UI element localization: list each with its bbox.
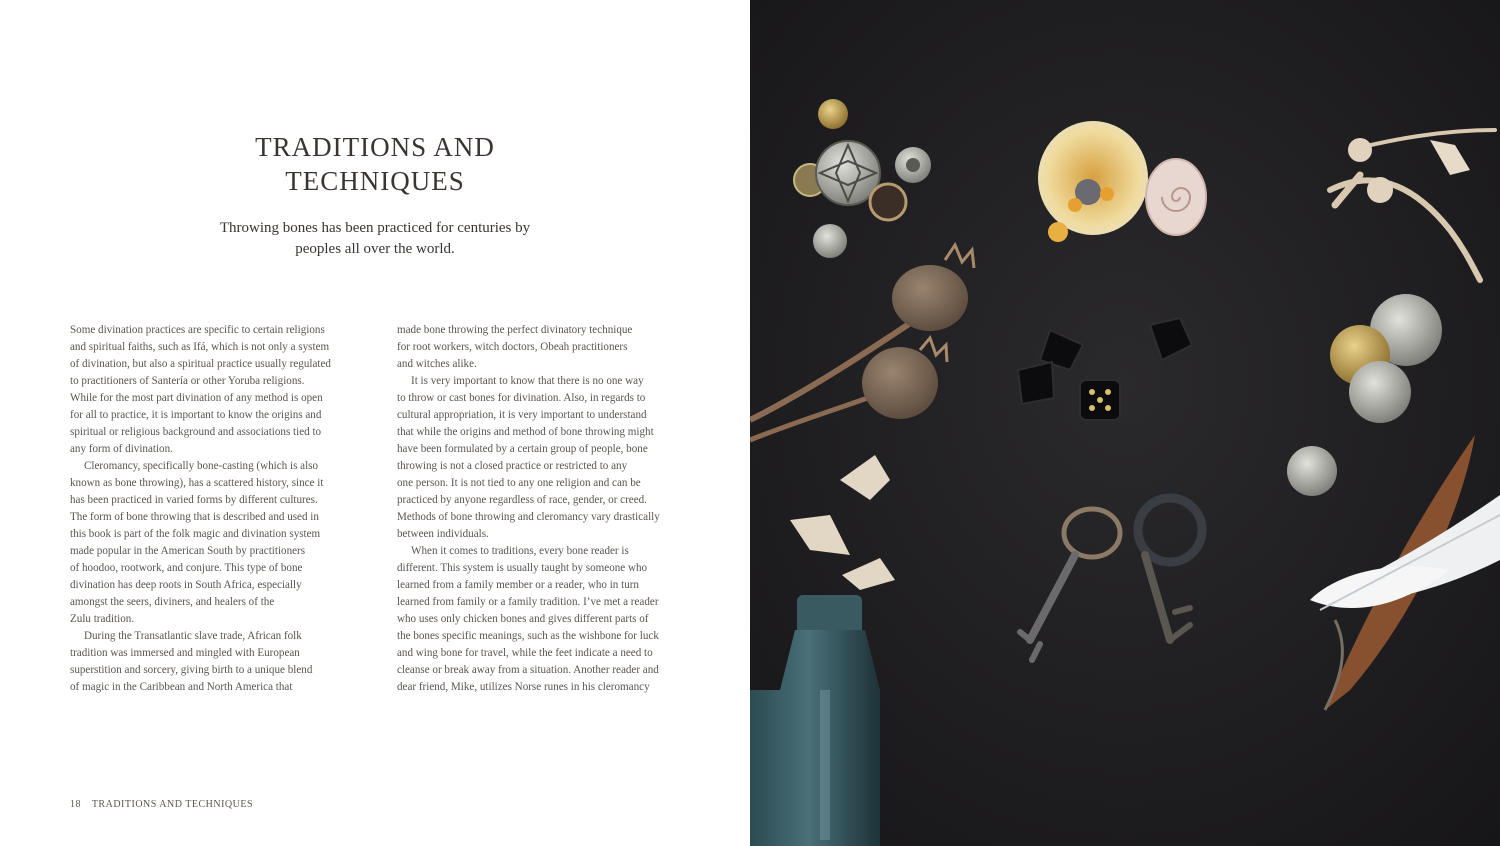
text-line: have been formulated by a certain group of people, bone — [397, 443, 648, 455]
amber-bead — [1048, 222, 1068, 242]
text-line: that while the origins and method of bone throwing might — [397, 426, 654, 438]
coin — [1287, 446, 1337, 496]
spiral-shell — [1146, 159, 1206, 235]
text-line: superstition and sorcery, giving birth to a unique blend — [70, 664, 313, 676]
text-line: The form of bone throwing that is described and used in — [70, 511, 319, 523]
text-line: and witches alike. — [397, 358, 477, 370]
still-life-photo — [750, 0, 1500, 846]
footer-section-title: TRADITIONS AND TECHNIQUES — [91, 799, 254, 810]
text-line: made bone throwing the perfect divinatory technique — [397, 324, 633, 336]
text-line: for root workers, witch doctors, Obeah practitioners — [397, 341, 628, 353]
text-line: and spiritual faiths, such as Ifá, which is not only a system — [70, 341, 330, 353]
bronze-button — [870, 184, 906, 220]
body-column-left — [70, 322, 360, 696]
text-line: Cleromancy, specifically bone-casting (which is also — [84, 460, 319, 472]
text-line: throwing is not a closed practice or restricted to any — [397, 460, 628, 472]
running-footer — [70, 799, 253, 810]
text-line: When it comes to traditions, every bone reader is — [411, 545, 629, 557]
chapter-subtitle-line-1: Throwing bones has been practiced for centuries by — [219, 220, 531, 236]
text-line: Methods of bone throwing and cleromancy vary drastically — [397, 511, 660, 523]
body-column-right — [397, 322, 692, 696]
text-line: While for the most part divination of any method is open — [70, 392, 323, 404]
text-line: and wing bone for travel, while the feet indicate a need to — [397, 647, 653, 659]
text-line: of divination, but also a spiritual practice usually regulated — [70, 358, 331, 370]
chapter-heading-line-1: TRADITIONS AND — [255, 132, 495, 162]
text-line: Some divination practices are specific to certain religions — [70, 324, 325, 336]
text-line: of magic in the Caribbean and North America that — [70, 681, 293, 693]
scallop-shell — [1038, 121, 1148, 235]
text-line: Zulu tradition. — [70, 613, 135, 625]
brass-button — [818, 99, 848, 129]
coin — [1349, 361, 1411, 423]
chapter-heading — [150, 130, 600, 198]
text-line: made popular in the American South by practitioners — [70, 545, 306, 557]
text-line: cleanse or break away from a situation. Another reader and — [397, 664, 659, 676]
text-line: between individuals. — [397, 528, 489, 540]
text-line: divination has deep roots in South Africa, especially — [70, 579, 302, 591]
text-line: one person. It is not tied to any one religion and can be — [397, 477, 641, 489]
silver-dome-button — [813, 224, 847, 258]
text-line: learned from a family member or a reader, who in turn — [397, 579, 639, 591]
text-line: amongst the seers, diviners, and healers of the — [70, 596, 275, 608]
text-line: practiced by anyone regardless of race, gender, or creed. — [397, 494, 647, 506]
text-line: cultural appropriation, it is very important to understand — [397, 409, 647, 421]
text-line: for all to practice, it is important to know the origins and — [70, 409, 322, 421]
text-line: dear friend, Mike, utilizes Norse runes in his cleromancy — [397, 681, 650, 693]
text-line: different. This system is usually taught by someone who — [397, 562, 648, 574]
text-line: to throw or cast bones for divination. Also, in regards to — [397, 392, 646, 404]
poppy-pod — [892, 265, 968, 331]
text-line: learned from family or a family tradition. I’ve met a reader — [397, 596, 659, 608]
text-line: has been practiced in varied forms by different cultures. — [70, 494, 318, 506]
text-line: tradition was immersed and mingled with European — [70, 647, 300, 659]
chapter-subtitle-line-2: peoples all over the world. — [295, 241, 455, 257]
text-line: spiritual or religious background and associations tied to — [70, 426, 322, 438]
page-number: 18 — [70, 799, 81, 810]
text-line: of hoodoo, rootwork, and conjure. This type of bone — [70, 562, 303, 574]
poppy-pod — [862, 347, 938, 419]
chapter-heading-line-2: TECHNIQUES — [285, 166, 465, 196]
text-line: any form of divination. — [70, 443, 173, 455]
text-line: During the Transatlantic slave trade, African folk — [84, 630, 302, 642]
text-line: It is very important to know that there is no one way — [411, 375, 644, 387]
text-line: this book is part of the folk magic and divination system — [70, 528, 321, 540]
text-line: to practitioners of Santería or other Yoruba religions. — [70, 375, 305, 387]
text-line: the bones specific meanings, such as the wishbone for luck — [397, 630, 659, 642]
photo-illustration — [750, 0, 1500, 846]
chapter-subtitle — [190, 218, 560, 260]
text-line: known as bone throwing), has a scattered history, since it — [70, 477, 324, 489]
text-line: who uses only chicken bones and gives different parts of — [397, 613, 649, 625]
d10-die — [1018, 362, 1054, 404]
